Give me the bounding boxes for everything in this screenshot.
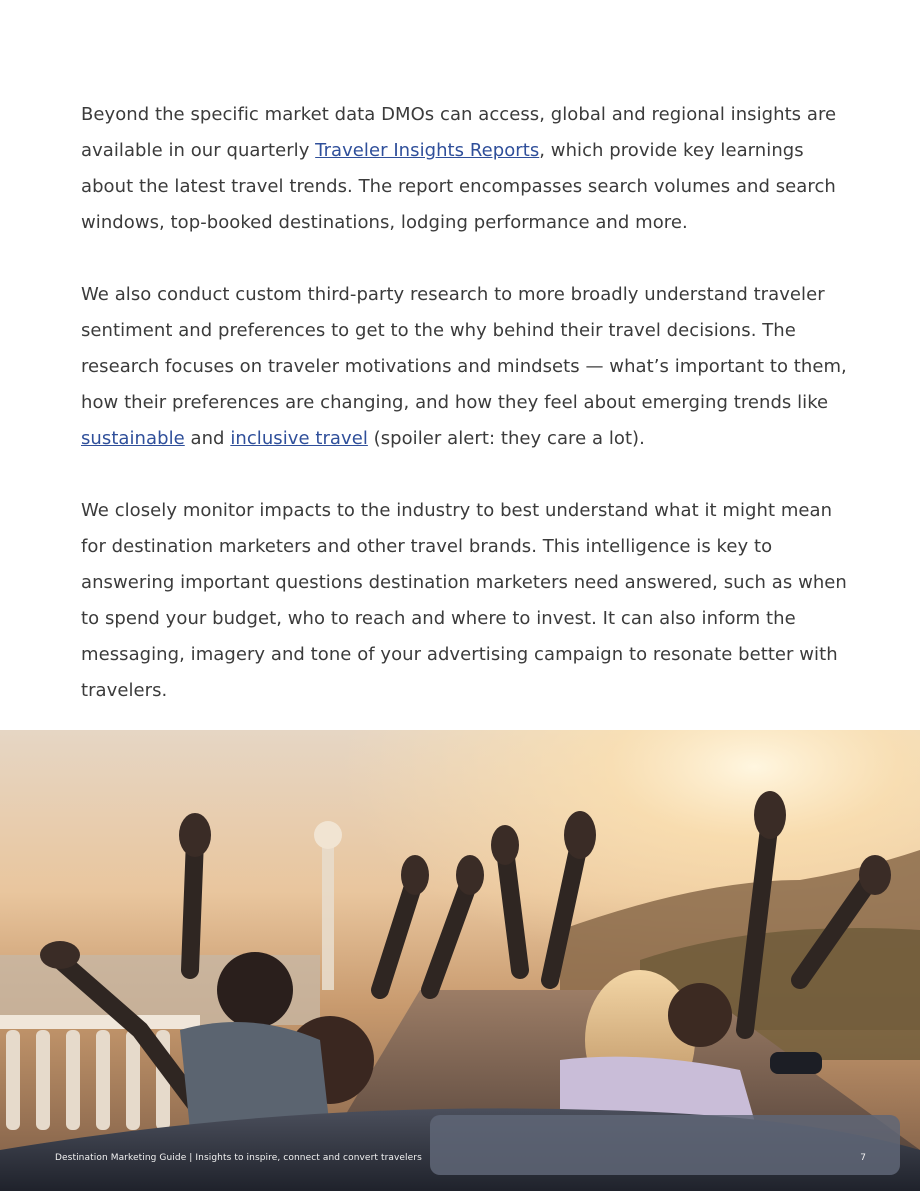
paragraph-2-text-end: (spoiler alert: they care a lot).: [367, 428, 645, 449]
paragraph-2-text-between: and: [184, 428, 231, 449]
page-number: 7: [860, 1153, 866, 1163]
road-trip-photo: [0, 730, 920, 1191]
sustainable-link[interactable]: sustainable: [81, 428, 185, 449]
paragraph-industry-monitoring: We closely monitor impacts to the industry to best understand what it might mean for destination marketers and other travel brands. This intelligence is key to answering important questions destination marketers need answered, such as when to spend your budget, who to reach and where to invest. It can also inform the messaging, imagery and tone of your advertising campaign to resonate better with travelers.: [81, 500, 847, 701]
paragraph-2-text-start: We also conduct custom third-party research to more broadly understand traveler sentiment and preferences to get to the why behind their travel decisions. The research focuses on traveler motivations and mindsets — what’s important to them, how their preferences are changing, and how they feel about emerging trends like: [81, 284, 847, 413]
body-text: [81, 97, 851, 745]
traveler-insights-reports-link[interactable]: Traveler Insights Reports: [315, 140, 540, 161]
inclusive-travel-link[interactable]: inclusive travel: [230, 428, 368, 449]
paragraph-traveler-insights: [81, 97, 851, 241]
paragraph-1-text-end: , which provide key learnings about the latest travel trends. The report encompasses search volumes and search windows, top-booked destinations, lodging performance and more.: [81, 140, 836, 233]
paragraph-custom-research: [81, 277, 851, 457]
paragraph-1-text-start: Beyond the specific market data DMOs can access, global and regional insights are available in our quarterly: [81, 104, 837, 161]
footer-text: Destination Marketing Guide | Insights to inspire, connect and convert travelers: [55, 1153, 422, 1163]
